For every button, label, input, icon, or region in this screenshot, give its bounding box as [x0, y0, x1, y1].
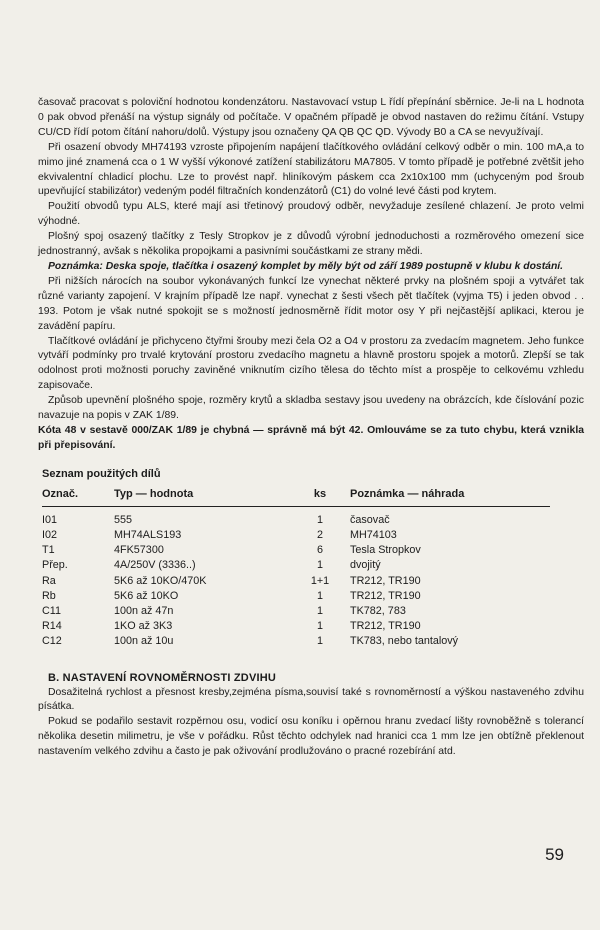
cell-designation: I02: [42, 528, 58, 541]
cell-type-value: 100n až 47n: [114, 604, 174, 617]
cell-quantity: 1+1: [310, 574, 330, 587]
cell-type-value: 555: [114, 513, 133, 526]
col-header-note: Poznámka — náhrada: [350, 488, 550, 507]
parts-list-table: [42, 488, 550, 650]
cell-quantity: 1: [316, 604, 323, 617]
table-row: [42, 543, 550, 558]
cell-type-value: MH74ALS193: [114, 528, 182, 541]
cell-quantity: 1: [316, 635, 323, 648]
cell-note: dvojitý: [350, 559, 381, 572]
cell-designation: T1: [42, 544, 55, 557]
paragraph-pcb: Plošný spoj osazený tlačítky z Tesly Stropkov je z důvodů výrobní jednoduchosti a rozměrového omezení sice jednostranný, avšak s několika propojkami a pasivními součástkami ze strany mědi.: [38, 231, 584, 258]
cell-designation: C12: [42, 635, 62, 648]
cell-type-value: 4A/250V (3336..): [114, 559, 196, 572]
paragraph-counter-description: časovač pracovat s poloviční hodnotou kondenzátoru. Nastavovací vstup L řídí přepínání sběrnice. Je-li na L hodnota 0 pak obvod přenáší na výstup signály od počítače. V opačném případě je obvod nastaven do režimu čítání. Vstupy CU/CD řídí potom čítání nahoru/dolů. Výstupy jsou označeny QA QB QC QD. Vývody B0 a CA se nevyužívají.: [38, 97, 584, 138]
cell-type-value: 1KO až 3K3: [114, 620, 173, 633]
cell-designation: Přep.: [42, 559, 68, 572]
paragraph-power-consumption: Při osazení obvody MH74193 vzroste připojením napájení tlačítkového ovládání celkový odběr o min. 100 mA,a to mimo jiné znamená cca o 1 W vyšší výkonové zatížení stabilizátoru MA7805. V tomto případě je potřebné zvětšit jeho ekvivalentní chladicí plochu. Lze to provést např. hliníkovým páskem cca 2x10x100 mm (uchyceným pod šroub upevňující stabilizátor) vedeným podél filtračních kondenzátorů (C1) do volné levé části pod krytem.: [38, 141, 584, 198]
note-availability: Poznámka: Deska spoje, tlačítka i osazený komplet by měly být od září 1989 postupně v klubu k dostání.: [48, 260, 564, 272]
table-row: [42, 528, 550, 543]
cell-type-value: 5K6 až 10KO: [114, 589, 179, 602]
paragraph-mounting: Tlačítkové ovládání je přichyceno čtyřmi šrouby mezi čela O2 a O4 v prostoru za zvedacím magnetem. Jeho funkce vytváří podmínky pro trvalé krytování prostoru zvedacího magnetu a hlavně prostoru spojek a motorů. Zlepší se tak odolnost proti možnosti poruchy zaviněné vniknutím cizího tělesa do těchto míst a prospěje to celkovému vzhledu zapisovače.: [38, 335, 584, 392]
section-heading: B. NASTAVENÍ ROVNOMĚRNOSTI ZDVIHU: [48, 671, 277, 684]
section-paragraph-1: Dosažitelná rychlost a přesnost kresby,zejména písma,souvisí také s rovnoměrností a výškou nastaveného zdvihu písátka.: [38, 686, 584, 713]
cell-quantity: 1: [316, 559, 323, 572]
cell-quantity: 1: [316, 620, 323, 633]
table-row: [42, 506, 550, 528]
cell-note: TR212, TR190: [350, 589, 421, 602]
cell-note: Tesla Stropkov: [350, 544, 421, 557]
col-header-designation: Označ.: [42, 488, 114, 507]
document-page: [38, 96, 584, 760]
cell-note: MH74103: [350, 528, 397, 541]
col-header-type-value: Typ — hodnota: [114, 488, 290, 507]
table-row: [42, 634, 550, 649]
cell-note: TK783, nebo tantalový: [350, 635, 459, 648]
cell-quantity: 6: [316, 544, 323, 557]
cell-type-value: 100n až 10u: [114, 635, 174, 648]
cell-note: TR212, TR190: [350, 574, 421, 587]
table-row: [42, 604, 550, 619]
cell-quantity: 2: [316, 528, 323, 541]
paragraph-correction: Kóta 48 v sestavě 000/ZAK 1/89 je chybná — správně má být 42. Omlouváme se za tuto chybu, která vznikla při přepisování.: [38, 424, 584, 451]
cell-note: časovač: [350, 513, 390, 526]
col-header-quantity: ks: [290, 488, 350, 507]
cell-quantity: 1: [316, 589, 323, 602]
cell-designation: Ra: [42, 574, 56, 587]
paragraph-als-circuits: Použití obvodů typu ALS, které mají asi třetinový proudový odběr, nevyžaduje zesílené chlazení. Je proto velmi výhodné.: [38, 201, 584, 228]
cell-designation: I01: [42, 513, 58, 526]
table-row: [42, 558, 550, 573]
parts-list-title: Seznam použitých dílů: [42, 467, 161, 480]
page-number: 59: [545, 845, 564, 864]
cell-note: TK782, 783: [350, 604, 406, 617]
section-paragraph-2: Pokud se podařilo sestavit rozpěrnou osu, vodicí osu koníku i opěrnou hranu zvedací lišty rovnoběžně s tolerancí několika desetin milimetru, je vše v pořádku. Růst těchto odchylek nad hranici cca 1 mm lze jen obtížně překlenout nastavením velkého zdvihu a často je pak oživování prodlužováno o pracné rozebírání atd.: [38, 716, 584, 758]
cell-designation: R14: [42, 620, 62, 633]
table-row: [42, 619, 550, 634]
cell-note: TR212, TR190: [350, 620, 421, 633]
cell-designation: C11: [42, 604, 62, 617]
cell-type-value: 4FK57300: [114, 544, 164, 557]
cell-quantity: 1: [316, 513, 323, 526]
table-row: [42, 574, 550, 589]
table-header-row: [42, 488, 550, 507]
paragraph-drawings: Způsob upevnění plošného spoje, rozměry krytů a skladba sestavy jsou uvedeny na obrázcích, kde číslování pozic navazuje na popis v ZAK 1/89.: [38, 395, 584, 422]
cell-type-value: 5K6 až 10KO/470K: [114, 574, 207, 587]
paragraph-variants: Při nižších nárocích na soubor vykonávaných funkcí lze vynechat některé prvky na plošném spoji a vytvářet tak různé varianty zapojení. V krajním případě lze např. vynechat z šesti všech pět tlačítek (vyjma T5) i jeden obvod . . 193. Potom je však nutné spokojit se s možností jednosměrně řídit motor osy Y při nejčastější aplikaci, kterou je zavádění papíru.: [38, 275, 584, 332]
table-row: [42, 589, 550, 604]
cell-designation: Rb: [42, 589, 56, 602]
